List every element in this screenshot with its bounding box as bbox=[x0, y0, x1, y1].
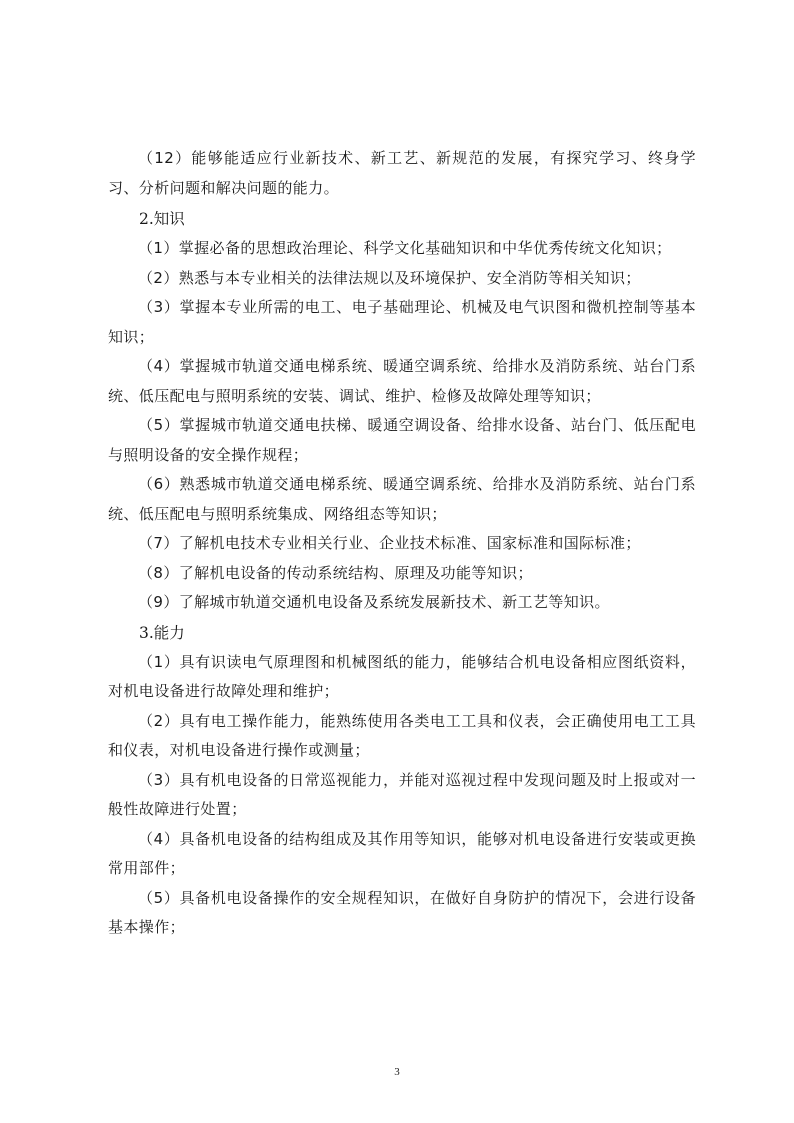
ability-item-3: （3）具有机电设备的日常巡视能力，并能对巡视过程中发现问题及时上报或对一般性故障进行处置； bbox=[108, 770, 696, 818]
knowledge-item-8: （8）了解机电设备的传动系统结构、原理及功能等知识； bbox=[138, 563, 533, 582]
ability-item-2: （2）具有电工操作能力，能熟练使用各类电工工具和仪表，会正确使用电工工具和仪表，对机电设备进行操作或测量； bbox=[108, 711, 696, 759]
section-heading-ability: 3.能力 bbox=[139, 623, 185, 642]
intro-paragraph: （12）能够能适应行业新技术、新工艺、新规范的发展，有探究学习、终身学习、分析问题和解决问题的能力。 bbox=[108, 149, 696, 197]
section-heading-knowledge: 2.知识 bbox=[139, 210, 185, 228]
knowledge-item-5: （5）掌握城市轨道交通电扶梯、暖通空调设备、给排水设备、站台门、低压配电与照明设备的安全操作规程； bbox=[108, 416, 696, 464]
ability-item-4: （4）具备机电设备的结构组成及其作用等知识，能够对机电设备进行安装或更换常用部件； bbox=[108, 829, 696, 877]
knowledge-item-4: （4）掌握城市轨道交通电梯系统、暖通空调系统、给排水及消防系统、站台门系统、低压配电与照明系统的安装、调试、维护、检修及故障处理等知识； bbox=[108, 357, 696, 405]
ability-item-1: （1）具有识读电气原理图和机械图纸的能力，能够结合机电设备相应图纸资料，对机电设备进行故障处理和维护； bbox=[108, 652, 696, 700]
knowledge-item-9: （9）了解城市轨道交通机电设备及系统发展新技术、新工艺等知识。 bbox=[138, 593, 610, 611]
ability-item-5: （5）具备机电设备操作的安全规程知识，在做好自身防护的情况下，会进行设备基本操作； bbox=[108, 888, 696, 936]
knowledge-item-2: （2）熟悉与本专业相关的法律法规以及环境保护、安全消防等相关知识； bbox=[138, 268, 641, 287]
page-number: 3 bbox=[394, 1066, 400, 1078]
knowledge-item-1: （1）掌握必备的思想政治理论、科学文化基础知识和中华优秀传统文化知识； bbox=[138, 239, 672, 257]
page-body bbox=[108, 144, 696, 943]
knowledge-item-7: （7）了解机电技术专业相关行业、企业技术标准、国家标准和国际标准； bbox=[138, 534, 641, 552]
knowledge-item-6: （6）熟悉城市轨道交通电梯系统、暖通空调系统、给排水及消防系统、站台门系统、低压配电与照明系统集成、网络组态等知识； bbox=[108, 475, 696, 523]
knowledge-item-3: （3）掌握本专业所需的电工、电子基础理论、机械及电气识图和微机控制等基本知识； bbox=[108, 298, 696, 346]
